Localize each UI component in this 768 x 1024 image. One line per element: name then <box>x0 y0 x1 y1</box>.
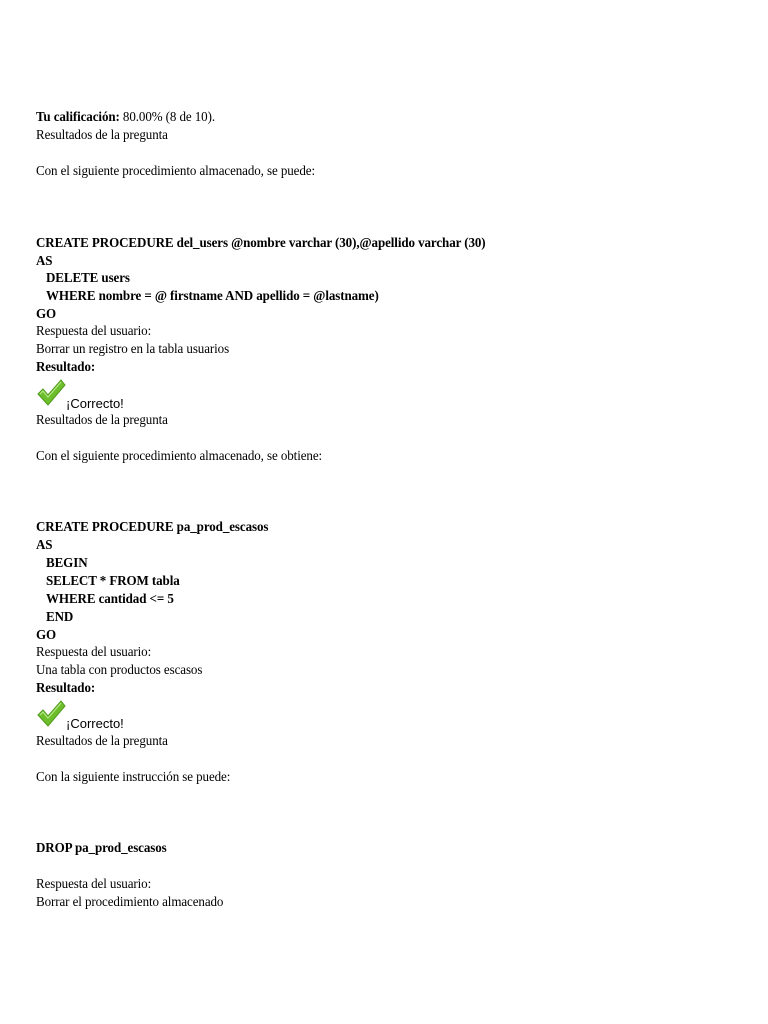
code-line: DROP pa_prod_escasos <box>36 841 167 856</box>
code-line: GO <box>36 307 57 322</box>
code-line: AS <box>36 254 53 269</box>
grade-value: 80.00% (8 de 10). <box>119 110 215 125</box>
code-line: WHERE nombre = @ firstname AND apellido = @lastname) <box>46 289 379 304</box>
user-answer-label: Respuesta del usuario: <box>36 645 152 660</box>
code-line: BEGIN <box>46 556 88 571</box>
question-prompt: Con la siguiente instrucción se puede: <box>36 770 231 785</box>
code-line: GO <box>36 628 57 643</box>
code-line: CREATE PROCEDURE del_users @nombre varchar (30),@apellido varchar (30) <box>36 236 486 251</box>
code-line: AS <box>36 538 53 553</box>
question-heading: Resultados de la pregunta <box>36 128 168 143</box>
user-answer-label: Respuesta del usuario: <box>36 324 152 339</box>
result-text: ¡Correcto! <box>66 716 124 731</box>
result-label: Resultado: <box>36 681 96 696</box>
user-answer: Borrar el procedimiento almacenado <box>36 895 224 910</box>
code-line: CREATE PROCEDURE pa_prod_escasos <box>36 520 269 535</box>
question-prompt: Con el siguiente procedimiento almacenado, se obtiene: <box>36 449 323 464</box>
user-answer-label: Respuesta del usuario: <box>36 877 152 892</box>
user-answer: Una tabla con productos escasos <box>36 663 203 678</box>
result-text: ¡Correcto! <box>66 396 124 411</box>
grade-line <box>36 109 215 127</box>
question-prompt: Con el siguiente procedimiento almacenado, se puede: <box>36 164 315 179</box>
code-line: DELETE users <box>46 271 130 286</box>
code-line: SELECT * FROM tabla <box>46 574 180 589</box>
question-heading: Resultados de la pregunta <box>36 734 168 749</box>
checkmark-icon <box>36 698 66 728</box>
checkmark-icon <box>36 377 66 407</box>
grade-label: Tu calificación: <box>36 110 120 125</box>
code-line: END <box>46 610 74 625</box>
code-line: WHERE cantidad <= 5 <box>46 592 174 607</box>
user-answer: Borrar un registro en la tabla usuarios <box>36 342 230 357</box>
result-label: Resultado: <box>36 360 96 375</box>
question-heading: Resultados de la pregunta <box>36 413 168 428</box>
